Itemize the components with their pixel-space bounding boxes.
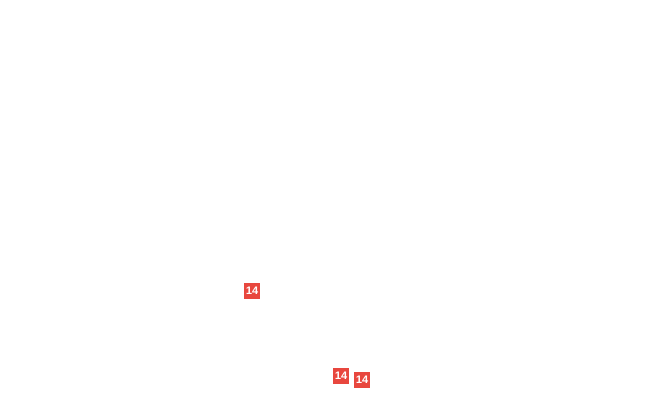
- part-callout-badge[interactable]: 14: [334, 370, 348, 382]
- part-callout-badge[interactable]: 14: [355, 374, 369, 386]
- part-callout-badge[interactable]: 14: [245, 285, 259, 297]
